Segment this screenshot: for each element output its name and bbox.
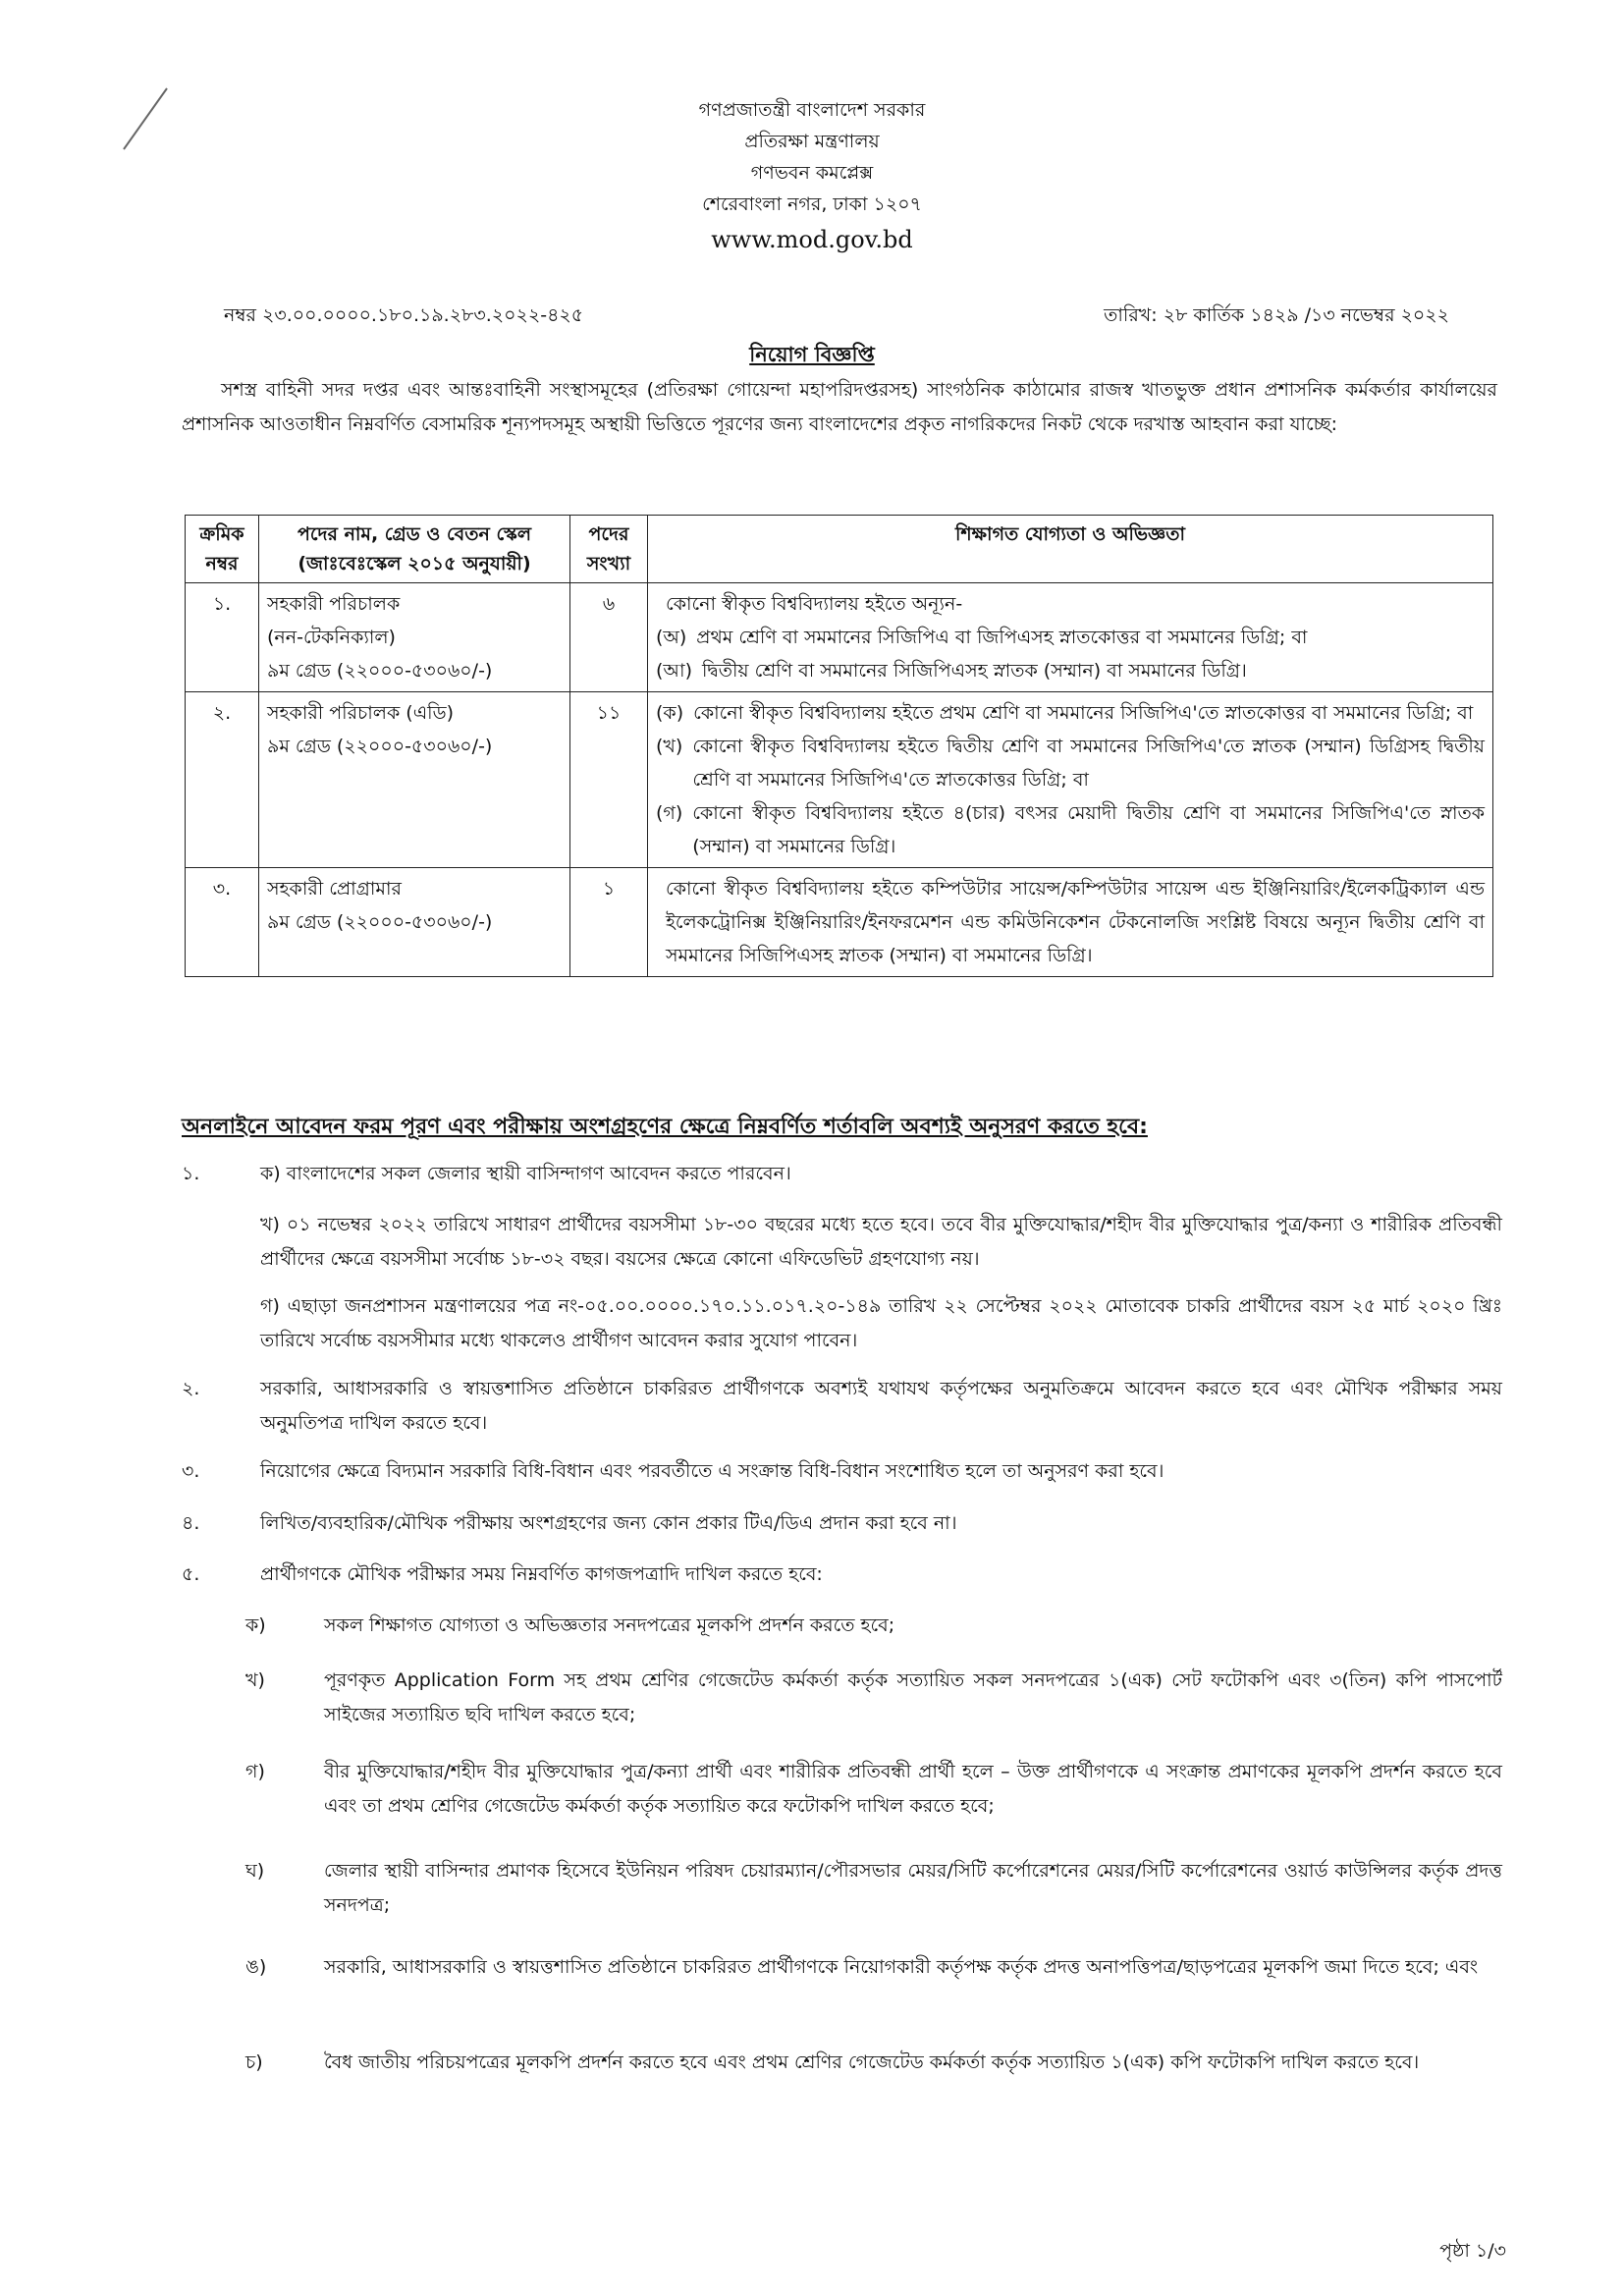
header-serial (186, 516, 259, 583)
memo-date: তারিখ: ২৮ কার্তিক ১৪২৯ /১৩ নভেম্বর ২০২২ (1104, 304, 1449, 326)
header-qualification: শিক্ষাগত যোগ্যতা ও অভিজ্ঞতা (648, 516, 1493, 583)
posts-table (185, 515, 1493, 977)
condition-2 (182, 1372, 1502, 1441)
letterhead (0, 94, 1624, 257)
post-title: সহকারী প্রোগ্রামার (267, 878, 402, 900)
qualification-text: কোনো স্বীকৃত বিশ্ববিদ্যালয় হইতে ৪(চার) বৎসর মেয়াদী দ্বিতীয় শ্রেণি বা সমমানের সিজিপিএ'তে স্নাতক (সম্মান) বা সমমানের ডিগ্রি। (692, 802, 1485, 857)
qualification-text: কোনো স্বীকৃত বিশ্ববিদ্যালয় হইতে দ্বিতীয় শ্রেণি বা সমমানের সিজিপিএ'তে স্নাতক (সম্মান) ডিগ্রিসহ দ্বিতীয় শ্রেণি বা সমমানের সিজিপিএ'তে স্নাতকোত্তর ডিগ্রি; বা (692, 736, 1485, 791)
header-serial-line1: ক্রমিক (199, 523, 244, 545)
condition-text: নিয়োগের ক্ষেত্রে বিদ্যমান সরকারি বিধি-বিধান এবং পরবর্তীতে এ সংক্রান্ত বিধি-বিধান সংশোধিত হলে তা অনুসরণ করা হবে। (260, 1460, 1164, 1482)
qualification-marker: (খ) (656, 736, 683, 757)
row-serial: ২. (186, 692, 259, 868)
condition-1a (182, 1157, 1502, 1191)
qualification-text: প্রথম শ্রেণি বা সমমানের সিজিপিএ বা জিপিএসহ স্নাতকোত্তর বা সমমানের ডিগ্রি; বা (696, 627, 1308, 648)
condition-number: ২. (182, 1378, 200, 1399)
condition-1c (182, 1289, 1502, 1358)
complex-name: গণভবন কমপ্লেক্স (750, 162, 874, 184)
condition-1b (182, 1208, 1502, 1277)
document-item-text: সরকারি, আধাসরকারি ও স্বায়ত্তশাসিত প্রতিষ্ঠানে চাকরিরত প্রার্থীগণকে নিয়োগকারী কর্তৃপক্ষ কর্তৃক প্রদত্ত অনাপত্তিপত্র/ছাড়পত্রের মূলকপি জমা দিতে হবে; এবং (324, 1956, 1479, 1978)
condition-number: ১. (182, 1163, 200, 1184)
government-name: গণপ্রজাতন্ত্রী বাংলাদেশ সরকার (698, 99, 926, 121)
condition-text: গ) এছাড়া জনপ্রশাসন মন্ত্রণালয়ের পত্র নং-০৫.০০.০০০০.১৭০.১১.০১৭.২০-১৪৯ তারিখ ২২ সেপ্টেম্বর ২০২২ মোতাবেক চাকরি প্রার্থীদের বয়স ২৫ মার্চ ২০২০ খ্রিঃ তারিখে সর্বোচ্চ বয়সসীমার মধ্যে থাকলেও প্রার্থীগণ আবেদন করার সুযোগ পাবেন। (260, 1295, 1502, 1351)
qualification-line (656, 696, 1485, 730)
row-post-name (259, 692, 570, 868)
document-item-text: জেলার স্থায়ী বাসিন্দার প্রমাণক হিসেবে ইউনিয়ন পরিষদ চেয়ারম্যান/পৌরসভার মেয়র/সিটি কর্পোরেশনের মেয়র/সিটি কর্পোরেশনের ওয়ার্ড কাউন্সিলর কর্তৃক প্রদত্ত সনদপত্র; (324, 1860, 1502, 1916)
header-serial-line2: নম্বর (205, 553, 239, 574)
post-grade: ৯ম গ্রেড (২২০০০-৫৩০৬০/-) (267, 911, 493, 933)
document-item-marker: ক) (245, 1614, 266, 1636)
condition-text: সরকারি, আধাসরকারি ও স্বায়ত্তশাসিত প্রতিষ্ঠানে চাকরিরত প্রার্থীগণকে অবশ্যই যথাযথ কর্তৃপক্ষের অনুমতিক্রমে আবেদন করতে হবে এবং মৌখিক পরীক্ষার সময় অনুমতিপত্র দাখিল করতে হবে। (260, 1378, 1502, 1434)
row-qualification (648, 868, 1493, 977)
header-post-name (259, 516, 570, 583)
row-post-name (259, 583, 570, 692)
row-post-count: ৬ (570, 583, 648, 692)
qualification-line (656, 730, 1485, 796)
header-post-name-line2: (জাঃবেঃস্কেল ২০১৫ অনুযায়ী) (298, 553, 531, 574)
document-item (245, 2046, 1502, 2080)
condition-4 (182, 1506, 1502, 1541)
condition-text: ক) বাংলাদেশের সকল জেলার স্থায়ী বাসিন্দাগণ আবেদন করতে পারবেন। (260, 1163, 791, 1184)
document-item-marker: গ) (245, 1761, 265, 1782)
notice-title (0, 339, 1624, 373)
memo-number: নম্বর ২৩.০০.০০০০.১৮০.১৯.২৮৩.২০২২-৪২৫ (224, 304, 584, 326)
document-item (245, 1664, 1502, 1732)
website-link[interactable]: www.mod.gov.bd (711, 226, 913, 253)
header-post-count-line1: পদের (588, 523, 629, 545)
row-post-count: ১১ (570, 692, 648, 868)
qualification-text: কোনো স্বীকৃত বিশ্ববিদ্যালয় হইতে অন্যূন- (666, 593, 963, 615)
qualification-line (656, 796, 1485, 863)
qualification-text: কোনো স্বীকৃত বিশ্ববিদ্যালয় হইতে প্রথম শ্রেণি বা সমমানের সিজিপিএ'তে স্নাতকোত্তর বা সমমানের ডিগ্রি; বা (693, 702, 1474, 724)
qualification-line (656, 621, 1485, 654)
condition-3 (182, 1454, 1502, 1489)
header-post-name-line1: পদের নাম, গ্রেড ও বেতন স্কেল (298, 523, 531, 545)
post-grade: ৯ম গ্রেড (২২০০০-৫৩০৬০/-) (267, 660, 493, 682)
condition-text: প্রার্থীগণকে মৌখিক পরীক্ষার সময় নিম্নবর্ণিত কাগজপত্রাদি দাখিল করতে হবে: (260, 1563, 823, 1585)
document-item (245, 1609, 1502, 1643)
qualification-marker: (অ) (656, 627, 687, 648)
qualification-line (656, 654, 1485, 687)
row-serial: ১. (186, 583, 259, 692)
document-item (245, 1854, 1502, 1923)
post-title: সহকারী পরিচালক (267, 593, 401, 615)
row-post-name (259, 868, 570, 977)
qualification-text: দ্বিতীয় শ্রেণি বা সমমানের সিজিপিএসহ স্নাতক (সম্মান) বা সমমানের ডিগ্রি। (702, 660, 1247, 682)
condition-number: ৫. (182, 1563, 200, 1585)
document-item-text: পূরণকৃত Application Form সহ প্রথম শ্রেণির গেজেটেড কর্মকর্তা কর্তৃক সত্যায়িত সকল সনদপত্রের ১(এক) সেট ফটোকপি এবং ৩(তিন) কপি পাসপোর্ট সাইজের সত্যায়িত ছবি দাখিল করতে হবে; (324, 1669, 1502, 1725)
ministry-name: প্রতিরক্ষা মন্ত্রণালয় (744, 131, 880, 152)
row-qualification (648, 583, 1493, 692)
qualification-text: কোনো স্বীকৃত বিশ্ববিদ্যালয় হইতে কম্পিউটার সায়েন্স/কম্পিউটার সায়েন্স এন্ড ইঞ্জিনিয়ারিং/ইলেকট্রিক্যাল এন্ড ইলেকট্রোনিক্স ইঞ্জিনিয়ারিং/ইনফরমেশন এন্ড কমিউনিকেশন টেকনোলজি সংশ্লিষ্ট বিষয়ে অন্যূন দ্বিতীয় শ্রেণি বা সমমানের সিজিপিএসহ স্নাতক (সম্মান) বা সমমানের ডিগ্রি। (666, 878, 1485, 966)
table-row (186, 583, 1493, 692)
document-item-marker: চ) (245, 2051, 263, 2073)
post-subtitle: (নন-টেকনিক্যাল) (267, 627, 396, 648)
document-item-marker: ঘ) (245, 1860, 265, 1882)
post-title: সহকারী পরিচালক (এডি) (267, 702, 454, 724)
row-qualification (648, 692, 1493, 868)
row-post-count: ১ (570, 868, 648, 977)
condition-text: খ) ০১ নভেম্বর ২০২২ তারিখে সাধারণ প্রার্থীদের বয়সসীমা ১৮-৩০ বছরের মধ্যে হতে হবে। তবে বীর মুক্তিযোদ্ধার/শহীদ বীর মুক্তিযোদ্ধার পুত্র/কন্যা ও শারীরিক প্রতিবন্ধী প্রার্থীদের ক্ষেত্রে বয়সসীমা সর্বোচ্চ ১৮-৩২ বছর। বয়সের ক্ষেত্রে কোনো এফিডেভিট গ্রহণযোগ্য নয়। (260, 1214, 1502, 1270)
qualification-line (656, 872, 1485, 972)
document-item-marker: ঙ) (245, 1956, 267, 1978)
header-post-count (570, 516, 648, 583)
condition-text: লিখিত/ব্যবহারিক/মৌখিক পরীক্ষায় অংশগ্রহণের জন্য কোন প্রকার টিএ/ডিএ প্রদান করা হবে না। (260, 1512, 957, 1534)
document-item-text: বৈধ জাতীয় পরিচয়পত্রের মূলকপি প্রদর্শন করতে হবে এবং প্রথম শ্রেণির গেজেটেড কর্মকর্তা কর্তৃক সত্যায়িত ১(এক) কপি ফটোকপি দাখিল করতে হবে। (324, 2051, 1420, 2073)
table-header-row (186, 516, 1493, 583)
post-grade: ৯ম গ্রেড (২২০০০-৫৩০৬০/-) (267, 736, 493, 757)
condition-5 (182, 1558, 1502, 1592)
row-serial: ৩. (186, 868, 259, 977)
document-item-text: বীর মুক্তিযোদ্ধার/শহীদ বীর মুক্তিযোদ্ধার পুত্র/কন্যা প্রার্থী এবং শারীরিক প্রতিবন্ধী প্রার্থী হলে – উক্ত প্রার্থীগণকে এ সংক্রান্ত প্রমাণকের মূলকপি প্রদর্শন করতে হবে এবং তা প্রথম শ্রেণির গেজেটেড কর্মকর্তা কর্তৃক সত্যায়িত করে ফটোকপি দাখিল করতে হবে; (324, 1761, 1502, 1817)
document-item-marker: খ) (245, 1669, 265, 1691)
qualification-marker: (গ) (656, 802, 683, 824)
office-address: শেরেবাংলা নগর, ঢাকা ১২০৭ (702, 193, 922, 215)
table-row (186, 868, 1493, 977)
table-row (186, 692, 1493, 868)
notice-title-text: নিয়োগ বিজ্ঞপ্তি (749, 343, 875, 366)
qualification-line (656, 587, 1485, 621)
document-item (245, 1950, 1502, 1985)
conditions-heading: অনলাইনে আবেদন ফরম পূরণ এবং পরীক্ষায় অংশগ্রহণের ক্ষেত্রে নিম্নবর্ণিত শর্তাবলি অবশ্যই অনুসরণ করতে হবে: (182, 1115, 1148, 1139)
page-number: পৃষ্ঠা ১/৩ (1439, 2240, 1506, 2262)
qualification-marker: (আ) (656, 660, 692, 682)
qualification-marker: (ক) (656, 702, 684, 724)
document-item (245, 1755, 1502, 1824)
document-item-text: সকল শিক্ষাগত যোগ্যতা ও অভিজ্ঞতার সনদপত্রের মূলকপি প্রদর্শন করতে হবে; (324, 1614, 895, 1636)
header-post-count-line2: সংখ্যা (586, 553, 631, 574)
condition-number: ৩. (182, 1460, 200, 1482)
condition-number: ৪. (182, 1512, 200, 1534)
intro-paragraph: সশস্ত্র বাহিনী সদর দপ্তর এবং আন্তঃবাহিনী সংস্থাসমূহের (প্রতিরক্ষা গোয়েন্দা মহাপরিদপ্তরসহ) সাংগঠনিক কাঠামোর রাজস্ব খাতভুক্ত প্রধান প্রশাসনিক কর্মকর্তার কার্যালয়ের প্রশাসনিক আওতাধীন নিম্নবর্ণিত বেসামরিক শূন্যপদসমূহ অস্থায়ী ভিত্তিতে পূরণের জন্য বাংলাদেশের প্রকৃত নাগরিকদের নিকট থেকে দরখাস্ত আহবান করা যাচ্ছে: (182, 379, 1497, 435)
